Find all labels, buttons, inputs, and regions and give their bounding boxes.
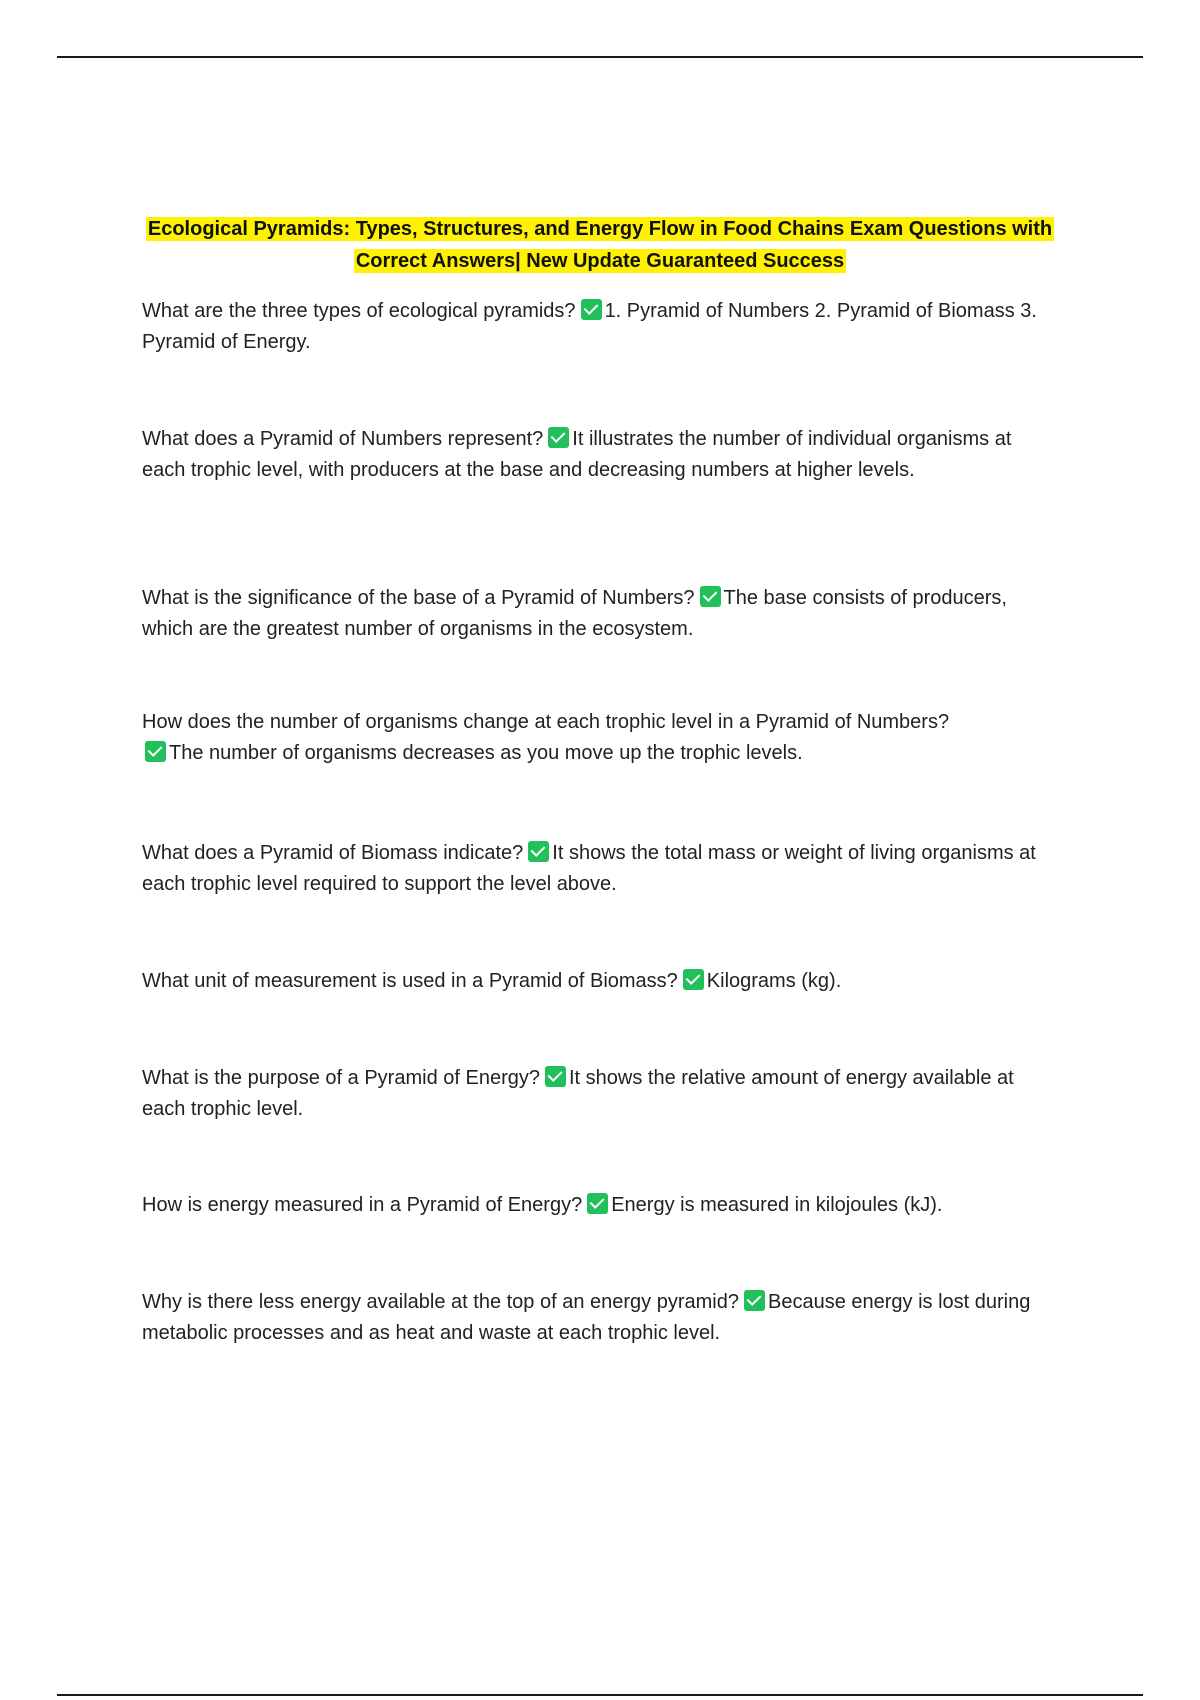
answer-9: Because energy is lost during metabolic processes and as heat and waste at each trophic level. — [142, 1291, 1031, 1344]
answer-3: The base consists of producers, which are the greatest number of organisms in the ecosystem. — [142, 587, 1007, 640]
check-icon — [545, 1066, 566, 1087]
question-6: What unit of measurement is used in a Pyramid of Biomass? — [142, 970, 678, 992]
qa-item-4 — [142, 707, 1052, 769]
check-icon — [548, 427, 569, 448]
title-line-2: Correct Answers| New Update Guaranteed Success — [355, 250, 845, 272]
check-icon — [581, 299, 602, 320]
check-icon — [683, 969, 704, 990]
check-icon — [528, 841, 549, 862]
answer-7: It shows the relative amount of energy available at each trophic level. — [142, 1067, 1014, 1120]
check-icon — [145, 741, 166, 762]
question-1: What are the three types of ecological pyramids? — [142, 300, 576, 322]
question-3: What is the significance of the base of a Pyramid of Numbers? — [142, 587, 695, 609]
check-icon — [744, 1290, 765, 1311]
question-9: Why is there less energy available at the top of an energy pyramid? — [142, 1291, 739, 1313]
question-8: How is energy measured in a Pyramid of Energy? — [142, 1194, 583, 1216]
question-5: What does a Pyramid of Biomass indicate? — [142, 842, 524, 864]
check-icon — [700, 586, 721, 607]
qa-item-3 — [142, 583, 1052, 645]
qa-item-5 — [142, 838, 1052, 900]
answer-6: Kilograms (kg). — [706, 970, 842, 992]
answer-8: Energy is measured in kilojoules (kJ). — [611, 1194, 943, 1216]
qa-item-7 — [142, 1063, 1052, 1125]
qa-item-6 — [142, 966, 1052, 997]
question-4: How does the number of organisms change at each trophic level in a Pyramid of Numbers? — [142, 711, 950, 733]
answer-5: It shows the total mass or weight of living organisms at each trophic level required to support the level above. — [142, 842, 1036, 895]
qa-item-8 — [142, 1190, 1052, 1221]
document-title — [130, 213, 1070, 277]
question-2: What does a Pyramid of Numbers represent? — [142, 428, 544, 450]
qa-item-2 — [142, 424, 1052, 486]
answer-2: It illustrates the number of individual organisms at each trophic level, with producers at the base and decreasing numbers at higher levels. — [142, 428, 1012, 481]
qa-item-9 — [142, 1287, 1052, 1349]
title-line-1: Ecological Pyramids: Types, Structures, and Energy Flow in Food Chains Exam Questions with — [147, 218, 1053, 240]
qa-item-1 — [142, 296, 1052, 358]
top-rule — [57, 56, 1143, 58]
answer-1: 1. Pyramid of Numbers 2. Pyramid of Biomass 3. Pyramid of Energy. — [142, 300, 1037, 353]
question-7: What is the purpose of a Pyramid of Energy? — [142, 1067, 540, 1089]
check-icon — [587, 1193, 608, 1214]
bottom-rule — [57, 1694, 1143, 1696]
answer-4: The number of organisms decreases as you move up the trophic levels. — [169, 742, 803, 764]
